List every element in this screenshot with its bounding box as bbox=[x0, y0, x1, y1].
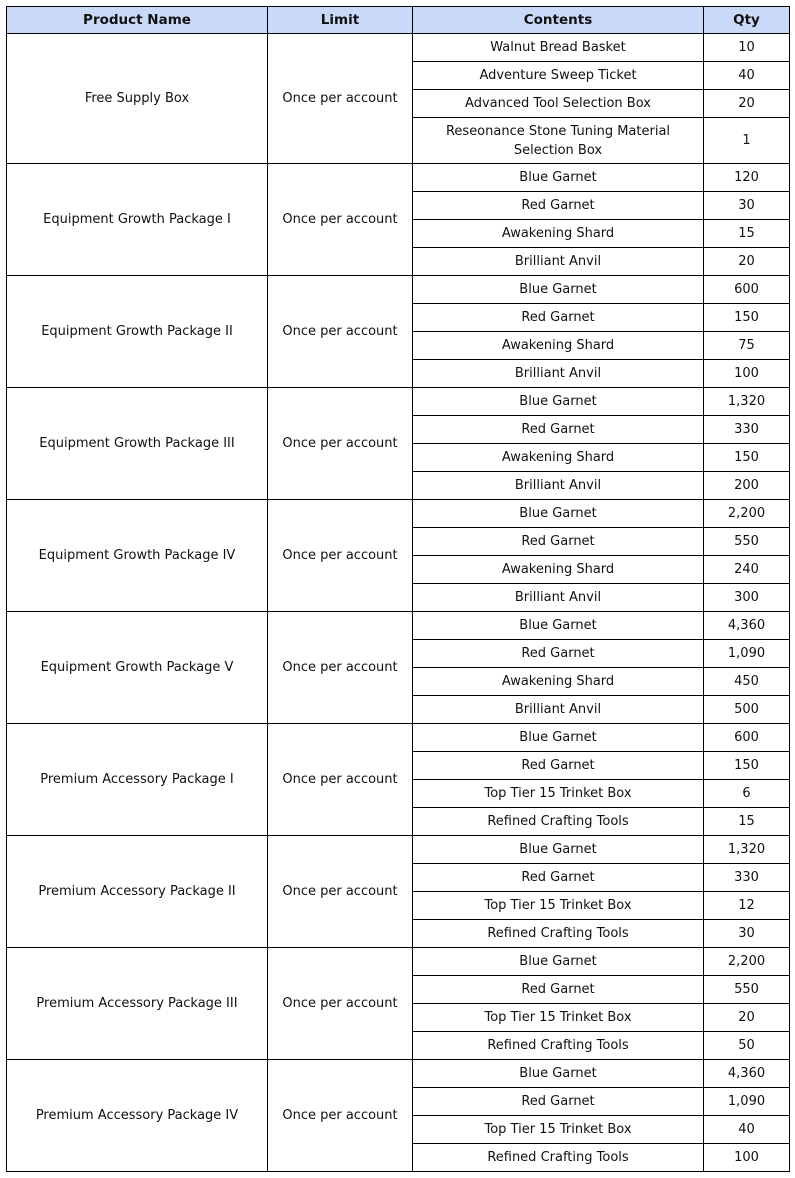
product-name: Premium Accessory Package I bbox=[7, 724, 268, 836]
content-qty: 30 bbox=[704, 920, 790, 948]
purchase-limit: Once per account bbox=[268, 948, 413, 1060]
content-qty: 300 bbox=[704, 584, 790, 612]
content-qty: 6 bbox=[704, 780, 790, 808]
content-qty: 330 bbox=[704, 416, 790, 444]
purchase-limit: Once per account bbox=[268, 388, 413, 500]
content-item: Red Garnet bbox=[413, 976, 704, 1004]
content-item: Top Tier 15 Trinket Box bbox=[413, 1004, 704, 1032]
content-qty: 1 bbox=[704, 118, 790, 164]
content-qty: 2,200 bbox=[704, 948, 790, 976]
product-name: Premium Accessory Package II bbox=[7, 836, 268, 948]
content-qty: 500 bbox=[704, 696, 790, 724]
products-table bbox=[6, 6, 790, 1172]
content-qty: 150 bbox=[704, 304, 790, 332]
purchase-limit: Once per account bbox=[268, 836, 413, 948]
product-name: Equipment Growth Package I bbox=[7, 164, 268, 276]
content-item: Red Garnet bbox=[413, 1088, 704, 1116]
content-qty: 1,320 bbox=[704, 836, 790, 864]
content-item: Brilliant Anvil bbox=[413, 584, 704, 612]
content-item: Blue Garnet bbox=[413, 164, 704, 192]
content-qty: 200 bbox=[704, 472, 790, 500]
purchase-limit: Once per account bbox=[268, 34, 413, 164]
content-item: Red Garnet bbox=[413, 528, 704, 556]
content-qty: 100 bbox=[704, 1144, 790, 1172]
content-qty: 330 bbox=[704, 864, 790, 892]
purchase-limit: Once per account bbox=[268, 276, 413, 388]
header-product-name: Product Name bbox=[7, 7, 268, 34]
purchase-limit: Once per account bbox=[268, 164, 413, 276]
content-item: Blue Garnet bbox=[413, 500, 704, 528]
content-item: Awakening Shard bbox=[413, 668, 704, 696]
content-qty: 15 bbox=[704, 220, 790, 248]
content-item: Refined Crafting Tools bbox=[413, 808, 704, 836]
table-row bbox=[7, 388, 790, 416]
table-body bbox=[7, 34, 790, 1172]
content-item: Refined Crafting Tools bbox=[413, 920, 704, 948]
content-qty: 600 bbox=[704, 276, 790, 304]
table-row bbox=[7, 34, 790, 62]
content-item: Red Garnet bbox=[413, 752, 704, 780]
content-item: Red Garnet bbox=[413, 864, 704, 892]
product-name: Premium Accessory Package IV bbox=[7, 1060, 268, 1172]
content-item: Blue Garnet bbox=[413, 612, 704, 640]
content-item: Walnut Bread Basket bbox=[413, 34, 704, 62]
content-qty: 12 bbox=[704, 892, 790, 920]
content-qty: 1,320 bbox=[704, 388, 790, 416]
content-qty: 40 bbox=[704, 62, 790, 90]
content-qty: 2,200 bbox=[704, 500, 790, 528]
product-name: Equipment Growth Package IV bbox=[7, 500, 268, 612]
product-name: Premium Accessory Package III bbox=[7, 948, 268, 1060]
content-item: Awakening Shard bbox=[413, 556, 704, 584]
content-item: Blue Garnet bbox=[413, 276, 704, 304]
header-qty: Qty bbox=[704, 7, 790, 34]
purchase-limit: Once per account bbox=[268, 1060, 413, 1172]
product-name: Equipment Growth Package V bbox=[7, 612, 268, 724]
content-qty: 550 bbox=[704, 528, 790, 556]
table-row bbox=[7, 1060, 790, 1088]
content-item: Red Garnet bbox=[413, 192, 704, 220]
content-qty: 20 bbox=[704, 90, 790, 118]
content-qty: 1,090 bbox=[704, 1088, 790, 1116]
purchase-limit: Once per account bbox=[268, 612, 413, 724]
content-qty: 600 bbox=[704, 724, 790, 752]
table-row bbox=[7, 500, 790, 528]
content-item: Red Garnet bbox=[413, 304, 704, 332]
content-qty: 75 bbox=[704, 332, 790, 360]
product-name: Equipment Growth Package III bbox=[7, 388, 268, 500]
table-row bbox=[7, 948, 790, 976]
header-row bbox=[7, 7, 790, 34]
content-item: Adventure Sweep Ticket bbox=[413, 62, 704, 90]
content-qty: 1,090 bbox=[704, 640, 790, 668]
content-qty: 100 bbox=[704, 360, 790, 388]
content-item: Blue Garnet bbox=[413, 836, 704, 864]
content-item: Blue Garnet bbox=[413, 1060, 704, 1088]
content-item: Awakening Shard bbox=[413, 332, 704, 360]
table-row bbox=[7, 612, 790, 640]
table-row bbox=[7, 276, 790, 304]
content-item: Advanced Tool Selection Box bbox=[413, 90, 704, 118]
content-qty: 50 bbox=[704, 1032, 790, 1060]
content-item: Red Garnet bbox=[413, 416, 704, 444]
content-qty: 30 bbox=[704, 192, 790, 220]
table-row bbox=[7, 164, 790, 192]
content-qty: 20 bbox=[704, 248, 790, 276]
content-qty: 120 bbox=[704, 164, 790, 192]
content-item: Top Tier 15 Trinket Box bbox=[413, 780, 704, 808]
content-item: Reseonance Stone Tuning Material Selection Box bbox=[413, 118, 704, 164]
content-item: Top Tier 15 Trinket Box bbox=[413, 1116, 704, 1144]
content-item: Blue Garnet bbox=[413, 724, 704, 752]
content-item: Awakening Shard bbox=[413, 444, 704, 472]
content-item: Brilliant Anvil bbox=[413, 248, 704, 276]
purchase-limit: Once per account bbox=[268, 724, 413, 836]
content-item: Brilliant Anvil bbox=[413, 360, 704, 388]
table-row bbox=[7, 724, 790, 752]
content-qty: 150 bbox=[704, 444, 790, 472]
content-item: Refined Crafting Tools bbox=[413, 1144, 704, 1172]
content-item: Refined Crafting Tools bbox=[413, 1032, 704, 1060]
product-name: Equipment Growth Package II bbox=[7, 276, 268, 388]
content-item: Brilliant Anvil bbox=[413, 472, 704, 500]
header-contents: Contents bbox=[413, 7, 704, 34]
product-name: Free Supply Box bbox=[7, 34, 268, 164]
content-item: Brilliant Anvil bbox=[413, 696, 704, 724]
content-item: Red Garnet bbox=[413, 640, 704, 668]
content-qty: 4,360 bbox=[704, 1060, 790, 1088]
content-qty: 40 bbox=[704, 1116, 790, 1144]
content-item: Awakening Shard bbox=[413, 220, 704, 248]
content-item: Blue Garnet bbox=[413, 948, 704, 976]
content-qty: 10 bbox=[704, 34, 790, 62]
content-qty: 20 bbox=[704, 1004, 790, 1032]
content-qty: 550 bbox=[704, 976, 790, 1004]
header-limit: Limit bbox=[268, 7, 413, 34]
table-row bbox=[7, 836, 790, 864]
content-qty: 240 bbox=[704, 556, 790, 584]
content-item: Top Tier 15 Trinket Box bbox=[413, 892, 704, 920]
content-qty: 150 bbox=[704, 752, 790, 780]
content-qty: 450 bbox=[704, 668, 790, 696]
content-qty: 4,360 bbox=[704, 612, 790, 640]
content-qty: 15 bbox=[704, 808, 790, 836]
purchase-limit: Once per account bbox=[268, 500, 413, 612]
content-item: Blue Garnet bbox=[413, 388, 704, 416]
